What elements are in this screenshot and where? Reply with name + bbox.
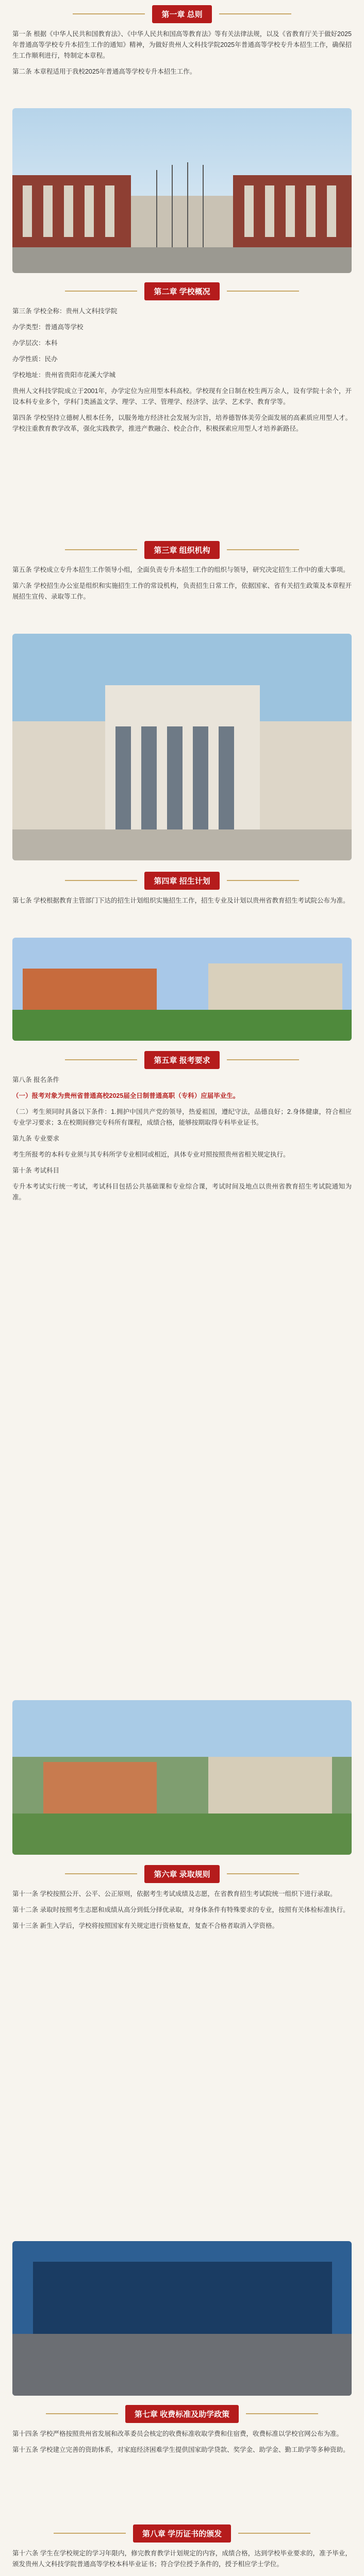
paragraph: 第十四条 学校严格按照贵州省发展和改革委员会核定的收费标准收取学费和住宿费，收费标准以学校官网公布为准。 — [12, 2430, 343, 2437]
paragraph: 第九条 专业要求 — [12, 1135, 59, 1142]
chapter-1-section — [12, 5, 352, 82]
paragraph: 办学类型：普通高等学校 — [12, 324, 84, 331]
paragraph: 专升本考试实行统一考试，考试科目包括公共基础课和专业综合课，考试时间及地点以贵州省教育招生考试院通知为准。 — [12, 1183, 352, 1201]
library-building-photo — [12, 634, 352, 860]
chapter-5-section — [12, 1051, 352, 1208]
chapter-title: 第三章 组织机构 — [144, 541, 219, 559]
paragraph: 第十二条 录取时按照考生志愿和成绩从高分到低分择优录取，对身体条件有特殊要求的专业，按照有关体检标准执行。 — [12, 1906, 350, 1913]
paragraph: 第六条 学校招生办公室是组织和实施招生工作的常设机构，负责招生日常工作，依据国家、省有关招生政策及本章程开展招生宣传、录取等工作。 — [12, 582, 352, 600]
chapter-2-heading — [12, 282, 352, 300]
paragraph: 考生所报考的本科专业须与其专科所学专业相同或相近，具体专业对照按照贵州省相关规定执行。 — [12, 1151, 290, 1158]
campus-building-photo — [12, 108, 352, 273]
paragraph: 第二条 本章程适用于我校2025年普通高等学校专升本招生工作。 — [12, 68, 196, 75]
chapter-1-heading — [12, 5, 352, 23]
paragraph: 贵州人文科技学院成立于2001年，办学定位为应用型本科高校。学校现有全日制在校生两万余人，设有学院十余个，开设本科专业多个，学科门类涵盖文学、理学、工学、管理学、经济学、法学、艺术学、教育学等。 — [12, 387, 352, 405]
paragraph: 第十五条 学校建立完善的资助体系，对家庭经济困难学生提供国家助学贷款、奖学金、助学金、勤工助学等多种资助。 — [12, 2446, 350, 2453]
paragraph: 第十三条 新生入学后，学校将按照国家有关规定进行资格复查，复查不合格者取消入学资格。 — [12, 1922, 278, 1929]
paragraph: 办学层次：本科 — [12, 340, 58, 347]
chapter-title: 第八章 学历证书的颁发 — [133, 2524, 231, 2543]
chapter-title: 第七章 收费标准及助学政策 — [125, 2405, 239, 2423]
chapter-8-heading — [12, 2524, 352, 2542]
chapter-title: 第二章 学校概况 — [144, 282, 219, 300]
campus-gate-photo — [12, 2241, 352, 2396]
chapter-title: 第四章 招生计划 — [144, 872, 219, 890]
paragraph: 第八条 报名条件 — [12, 1076, 59, 1083]
paragraph: 第十一条 学校按照公开、公平、公正原则，依据考生考试成绩及志愿，在省教育招生考试院统一组织下进行录取。 — [12, 1890, 337, 1897]
campus-field-photo — [12, 938, 352, 1041]
chapter-6-heading — [12, 1865, 352, 1883]
paragraph: （一）报考对象为贵州省普通高校2025届全日制普通高职（专科）应届毕业生。 — [12, 1092, 240, 1099]
paragraph: （二）考生须同时具备以下条件：1.拥护中国共产党的领导，热爱祖国，遵纪守法，品德良好；2.身体健康，符合相应专业学习要求；3.在校期间修完专科所有课程，成绩合格，能够按期取得专科毕业证书。 — [12, 1108, 352, 1126]
paragraph: 第五条 学校成立专升本招生工作领导小组，全面负责专升本招生工作的组织与领导，研究决定招生工作中的重大事项。 — [12, 566, 350, 573]
chapter-title: 第一章 总则 — [152, 5, 211, 23]
paragraph: 第三条 学校全称：贵州人文科技学院 — [12, 308, 118, 315]
chapter-3-section — [12, 541, 352, 607]
chapter-4-heading — [12, 872, 352, 889]
paragraph: 第一条 根据《中华人民共和国教育法》、《中华人民共和国高等教育法》等有关法律法规，以及《省教育厅关于做好2025年普通高等学校专升本招生工作的通知》精神，为做好贵州人文科技学院2025年普通高等学校专升本招生工作，确保招生工作顺利进行，特制定本章程。 — [12, 30, 352, 59]
chapter-7-section — [12, 2405, 352, 2461]
chapter-title: 第六章 录取规则 — [144, 1865, 219, 1883]
campus-view-photo — [12, 1700, 352, 1855]
chapter-2-section — [12, 282, 352, 439]
paragraph: 办学性质：民办 — [12, 355, 58, 363]
chapter-5-heading — [12, 1051, 352, 1069]
paragraph: 第四条 学校坚持立德树人根本任务，以服务地方经济社会发展为宗旨，培养德智体美劳全面发展的高素质应用型人才。学校注重教育教学改革，强化实践教学，推进产教融合、校企合作，积极探索应用型人才培养新路径。 — [12, 414, 352, 432]
paragraph: 第十条 考试科目 — [12, 1167, 59, 1174]
paragraph: 学校地址：贵州省贵阳市花溪大学城 — [12, 371, 116, 379]
chapter-7-heading — [12, 2405, 352, 2422]
chapter-8-section — [12, 2524, 352, 2575]
chapter-4-section — [12, 872, 352, 911]
chapter-3-heading — [12, 541, 352, 558]
chapter-title: 第五章 报考要求 — [144, 1051, 219, 1069]
chapter-6-section — [12, 1865, 352, 1937]
paragraph: 第七条 学校根据教育主管部门下达的招生计划组织实施招生工作，招生专业及计划以贵州省教育招生考试院公布为准。 — [12, 897, 350, 904]
paragraph: 第十六条 学生在学校规定的学习年限内，修完教育教学计划规定的内容，成绩合格，达到学校毕业要求的，准予毕业，颁发贵州人文科技学院普通高等学校本科毕业证书；符合学位授予条件的，授予相应学士学位。 — [12, 2550, 352, 2568]
